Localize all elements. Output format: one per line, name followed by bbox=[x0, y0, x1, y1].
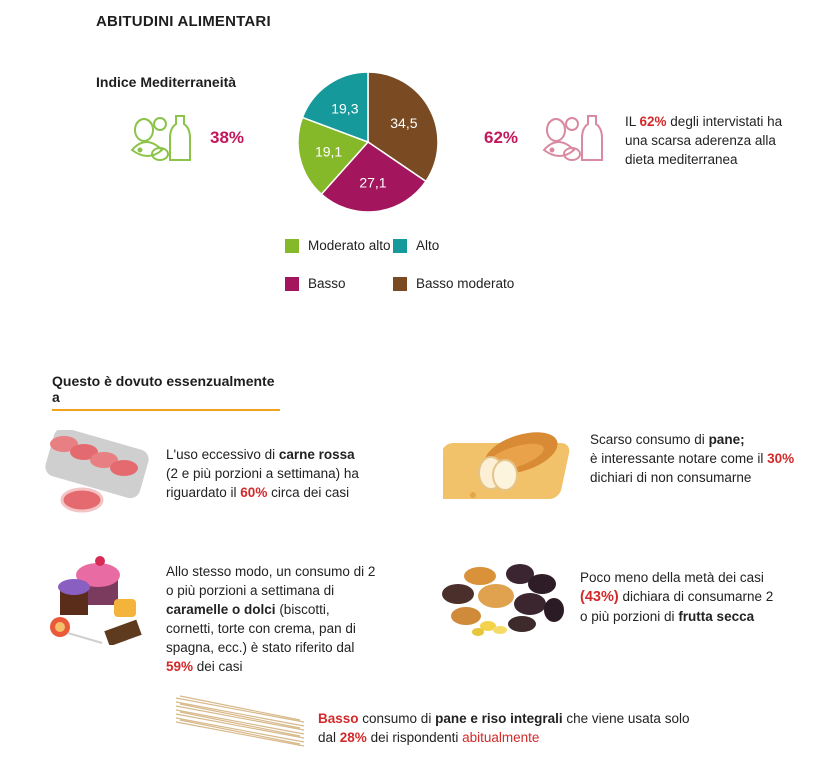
page-title: ABITUDINI ALIMENTARI bbox=[96, 13, 271, 30]
grains-text bbox=[318, 709, 698, 747]
grains-basso: Basso bbox=[318, 711, 359, 726]
grains-t1: consumo di bbox=[358, 711, 436, 726]
pie-label: 19,3 bbox=[331, 100, 359, 117]
note-prefix: IL bbox=[625, 114, 640, 129]
pie-svg bbox=[296, 70, 440, 214]
meat-t3: circa dei casi bbox=[267, 485, 350, 500]
bread-bold: pane; bbox=[708, 432, 745, 447]
bread-icon bbox=[443, 425, 583, 503]
meat-t2: (2 e più porzioni a settimana) ha riguardato il bbox=[166, 466, 359, 500]
nuts-bold: frutta secca bbox=[678, 609, 755, 624]
sweets-t3: dei casi bbox=[193, 659, 243, 674]
dried-fruit-icon bbox=[436, 560, 566, 640]
note-pct: 62% bbox=[639, 114, 667, 129]
section-heading: Questo è dovuto essenzualmente a bbox=[52, 373, 280, 411]
legend-label: Basso moderato bbox=[416, 276, 515, 291]
nuts-t1: Poco meno della metà dei casi bbox=[580, 570, 764, 585]
legend-swatch bbox=[285, 277, 299, 291]
legend-swatch bbox=[285, 239, 299, 253]
legend-swatch bbox=[393, 239, 407, 253]
sweets-bold: caramelle o dolci bbox=[166, 602, 276, 617]
legend-label: Alto bbox=[416, 238, 440, 253]
sweets-text bbox=[166, 562, 381, 676]
legend-swatch bbox=[393, 277, 407, 291]
legend-item-moderato-alto bbox=[285, 238, 391, 253]
sweets-icon bbox=[48, 555, 158, 645]
sweets-t1: Allo stesso modo, un consumo di 2 o più porzioni a settimana di bbox=[166, 564, 376, 598]
legend-item-alto bbox=[393, 238, 439, 253]
red-meat-icon bbox=[42, 430, 152, 520]
grains-t3: dei rispondenti bbox=[366, 730, 463, 745]
spaghetti-icon bbox=[170, 692, 310, 752]
meat-bold: carne rossa bbox=[278, 447, 355, 462]
sweets-pct: 59% bbox=[166, 659, 194, 674]
nuts-pct: (43%) bbox=[580, 589, 619, 605]
nuts-t2: dichiara di consumarne 2 o più porzioni di bbox=[580, 589, 774, 624]
pie-label: 19,1 bbox=[314, 143, 343, 160]
bread-t1: Scarso consumo di bbox=[590, 432, 709, 447]
meat-t1: L'uso eccessivo di bbox=[166, 447, 279, 462]
meat-text bbox=[166, 445, 366, 502]
bread-text bbox=[590, 430, 800, 487]
low-adherence-right-pct: 62% bbox=[484, 128, 519, 147]
legend-item-basso-moderato bbox=[393, 276, 514, 291]
chart-subtitle: Indice Mediterraneità bbox=[96, 74, 237, 90]
bread-t3: dichiari di non consumarne bbox=[590, 470, 752, 485]
pie-chart bbox=[296, 70, 440, 214]
bread-pct: 30% bbox=[767, 451, 795, 466]
low-adherence-left-pct: 38% bbox=[210, 128, 245, 147]
meat-pct: 60% bbox=[240, 485, 268, 500]
nuts-text bbox=[580, 568, 780, 626]
bread-t2: è interessante notare come il bbox=[590, 451, 768, 466]
legend-label: Basso bbox=[308, 276, 346, 291]
note-text: degli intervistati ha una scarsa aderenza alla dieta mediterranea bbox=[625, 114, 783, 167]
mediterranean-food-icon-green bbox=[128, 110, 198, 168]
sweets-t2: (biscotti, cornetti, torte con crema, pan di spagna, ecc.) è stato riferito dal bbox=[166, 602, 356, 655]
pie-label: 34,5 bbox=[390, 115, 418, 132]
grains-pct: 28% bbox=[339, 730, 367, 745]
legend-label: Moderato alto bbox=[308, 238, 391, 253]
pie-label: 27,1 bbox=[359, 174, 387, 191]
grains-t2: che viene usata solo dal bbox=[318, 711, 690, 745]
legend-item-basso bbox=[285, 276, 346, 291]
grains-bold: pane e riso integrali bbox=[435, 711, 563, 726]
adherence-note bbox=[625, 112, 790, 169]
grains-abitualmente: abitualmente bbox=[462, 730, 540, 745]
mediterranean-food-icon-pink bbox=[540, 110, 610, 168]
